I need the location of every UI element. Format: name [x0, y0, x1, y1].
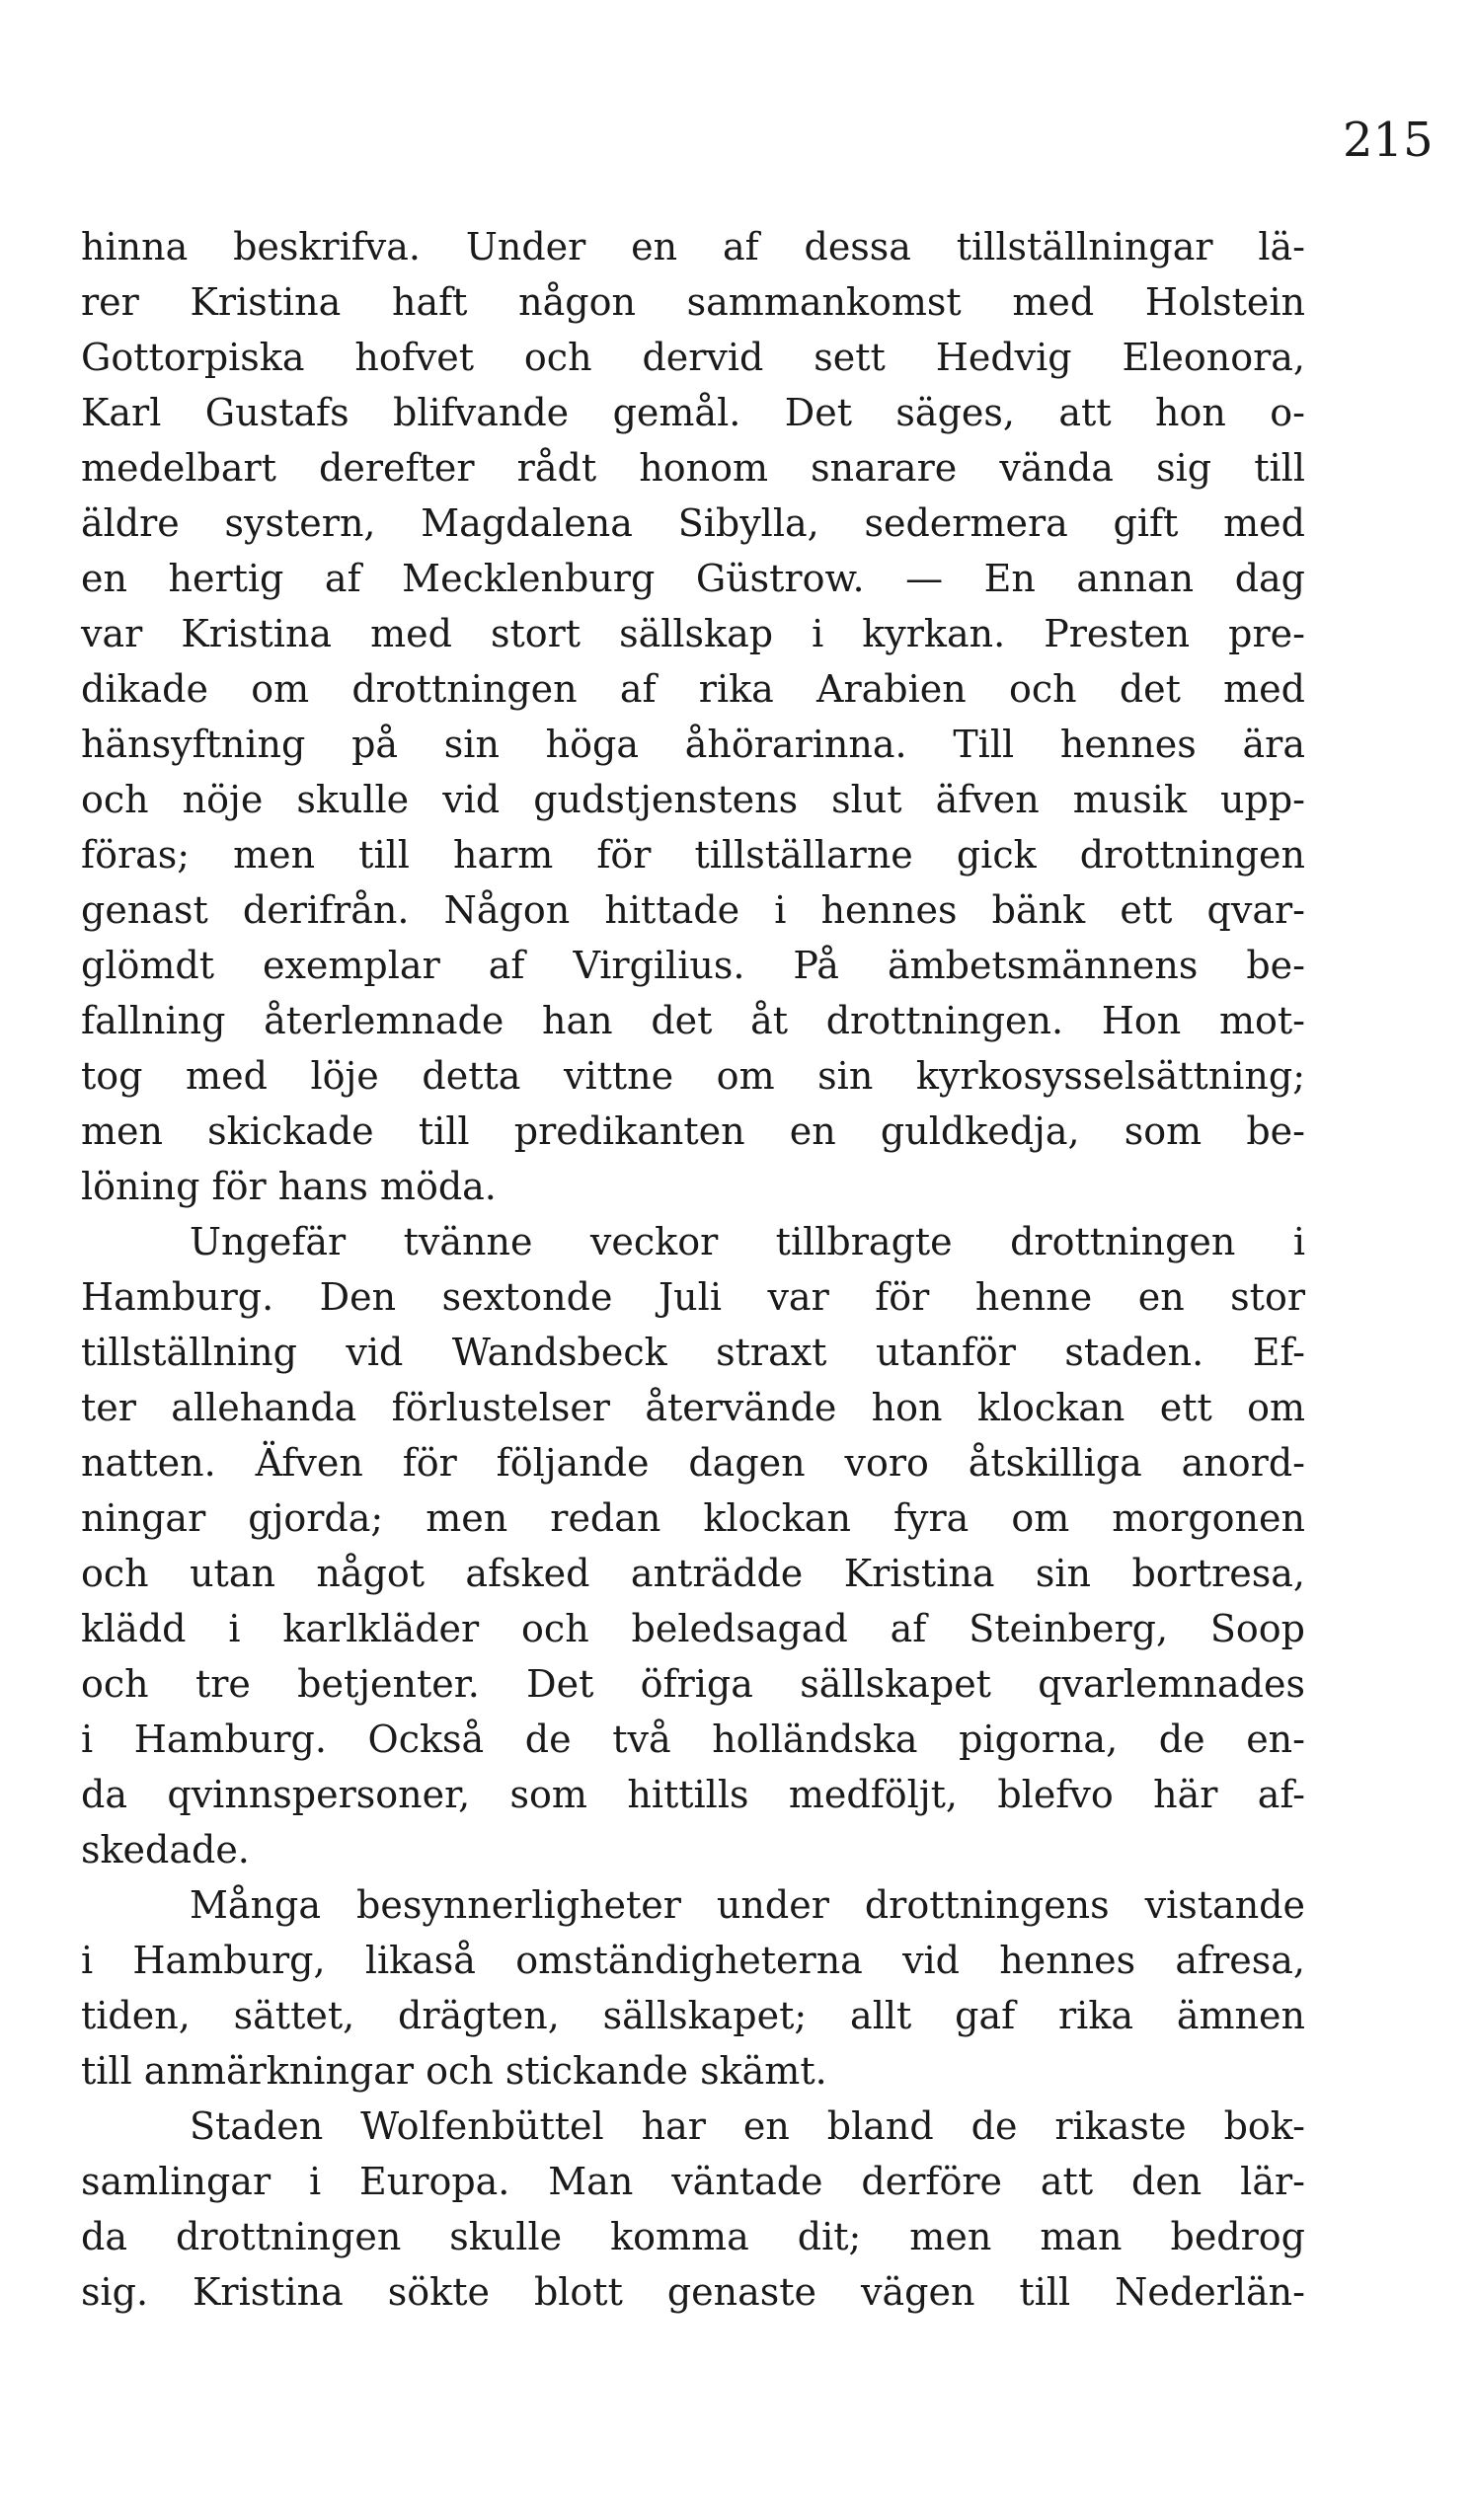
text-line: genast derifrån. Någon hittade i hennes bänk ett qvar- [81, 888, 1305, 932]
text-line: äldre systern, Magdalena Sibylla, sedermera gift med [81, 501, 1305, 545]
text-line: och nöje skulle vid gudstjenstens slut äfven musik upp- [81, 778, 1305, 821]
text-line: fallning återlemnade han det åt drottningen. Hon mot- [81, 999, 1305, 1042]
text-line: föras; men till harm för tillställarne gick drottningen [81, 833, 1305, 877]
text-line: hänsyftning på sin höga åhörarinna. Till hennes ära [81, 723, 1305, 766]
text-line: löning för hans möda. [81, 1165, 497, 1208]
text-line: men skickade till predikanten en guldkedja, som be- [81, 1109, 1305, 1153]
text-line: Staden Wolfenbüttel har en bland de rikaste bok- [190, 2104, 1305, 2148]
text-line: tog med löje detta vittne om sin kyrkosysselsättning; [81, 1054, 1305, 1098]
text-line: ter allehanda förlustelser återvände hon klockan ett om [81, 1386, 1305, 1429]
text-line: och utan något afsked anträdde Kristina sin bortresa, [81, 1552, 1305, 1595]
text-line: Hamburg. Den sextonde Juli var för henne en stor [81, 1275, 1305, 1319]
text-line: sig. Kristina sökte blott genaste vägen till Nederlän- [81, 2270, 1305, 2314]
text-line: till anmärkningar och stickande skämt. [81, 2049, 827, 2093]
text-line: Ungefär tvänne veckor tillbragte drottningen i [190, 1220, 1305, 1263]
text-line: klädd i karlkläder och beledsagad af Steinberg, Soop [81, 1607, 1305, 1650]
text-line: hinna beskrifva. Under en af dessa tillställningar lä- [81, 225, 1305, 268]
text-line: natten. Äfven för följande dagen voro åtskilliga anord- [81, 1441, 1305, 1485]
text-line: glömdt exemplar af Virgilius. På ämbetsmännens be- [81, 944, 1305, 987]
text-line: en hertig af Mecklenburg Güstrow. — En annan dag [81, 557, 1305, 600]
text-line: da drottningen skulle komma dit; men man bedrog [81, 2215, 1305, 2258]
text-line: rer Kristina haft någon sammankomst med Holstein [81, 280, 1305, 324]
text-line: i Hamburg. Också de två holländska pigorna, de en- [81, 1718, 1305, 1761]
text-line: ningar gjorda; men redan klockan fyra om morgonen [81, 1496, 1305, 1540]
text-line: medelbart derefter rådt honom snarare vända sig till [81, 446, 1305, 490]
text-line: skedade. [81, 1828, 250, 1871]
text-line: da qvinnspersoner, som hittills medföljt, blefvo här af- [81, 1773, 1305, 1816]
text-line: Gottorpiska hofvet och dervid sett Hedvig Eleonora, [81, 336, 1305, 379]
body-text [81, 219, 1305, 2320]
text-line: Många besynnerligheter under drottningens vistande [190, 1883, 1305, 1927]
text-line: i Hamburg, likaså omständigheterna vid hennes afresa, [81, 1939, 1305, 1982]
text-line: Karl Gustafs blifvande gemål. Det säges, att hon o- [81, 391, 1305, 434]
text-line: samlingar i Europa. Man väntade derföre att den lär- [81, 2160, 1305, 2203]
text-line: tillställning vid Wandsbeck straxt utanför staden. Ef- [81, 1331, 1305, 1374]
text-line: var Kristina med stort sällskap i kyrkan. Presten pre- [81, 612, 1305, 655]
page-number: 215 [1343, 113, 1434, 168]
text-line: och tre betjenter. Det öfriga sällskapet qvarlemnades [81, 1662, 1305, 1706]
text-line: tiden, sättet, drägten, sällskapet; allt gaf rika ämnen [81, 1994, 1305, 2037]
text-line: dikade om drottningen af rika Arabien och det med [81, 667, 1305, 711]
